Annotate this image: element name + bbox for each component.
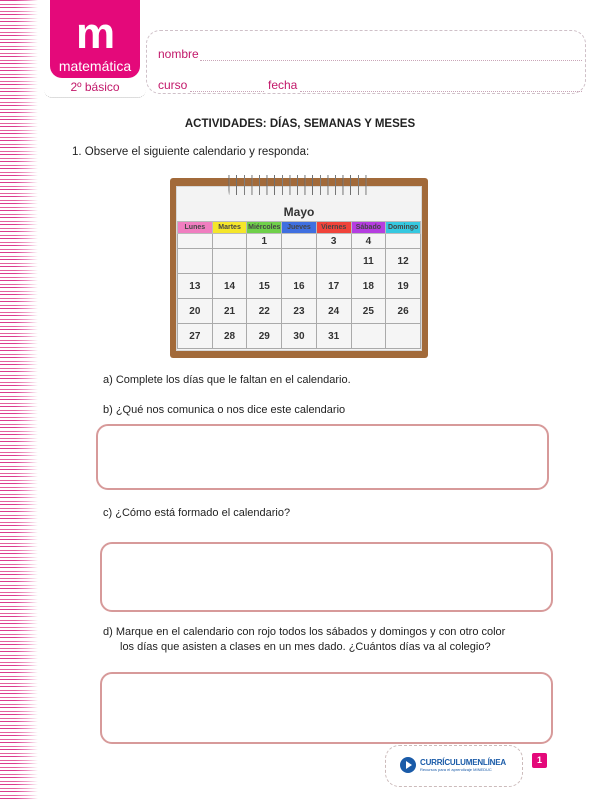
grade-label: 2º básico	[70, 80, 120, 94]
day-cell: 21	[212, 299, 247, 324]
day-cell: 13	[178, 274, 213, 299]
day-cell	[351, 324, 386, 349]
day-cell	[386, 324, 421, 349]
day-cell: 20	[178, 299, 213, 324]
brand-letter: m	[75, 9, 115, 58]
footer-logo-text: CURRÍCULUMENLÍNEA	[420, 758, 506, 767]
day-cell: 18	[351, 274, 386, 299]
day-cell	[247, 249, 282, 274]
brand-logo	[50, 0, 140, 78]
day-header: Miércoles	[247, 222, 282, 234]
calendar-grid	[177, 221, 421, 349]
day-cell: 14	[212, 274, 247, 299]
day-cell	[316, 249, 351, 274]
day-cell: 3	[316, 234, 351, 249]
day-cell: 24	[316, 299, 351, 324]
day-header: Lunes	[178, 222, 213, 234]
day-cell: 12	[386, 249, 421, 274]
day-cell: 22	[247, 299, 282, 324]
day-cell: 26	[386, 299, 421, 324]
day-cell: 1	[247, 234, 282, 249]
day-cell: 23	[282, 299, 317, 324]
curriculum-en-linea-logo[interactable]	[400, 757, 506, 773]
play-icon	[400, 757, 416, 773]
question-1: 1. Observe el siguiente calendario y responda:	[72, 146, 310, 158]
fecha-label: fecha	[268, 78, 298, 92]
day-header: Sábado	[351, 222, 386, 234]
calendar-paper	[176, 186, 422, 351]
day-cell	[212, 249, 247, 274]
curso-label: curso	[158, 78, 188, 92]
answer-box-d[interactable]	[100, 672, 553, 744]
day-cell	[178, 249, 213, 274]
day-cell: 27	[178, 324, 213, 349]
page-title: ACTIVIDADES: DÍAS, SEMANAS Y MESES	[184, 118, 416, 130]
brand-subject: matemática	[58, 58, 132, 74]
day-cell: 4	[351, 234, 386, 249]
week-row	[178, 274, 421, 299]
student-info-box	[146, 30, 586, 94]
day-cell	[178, 234, 213, 249]
subquestion-d-line2: los días que asisten a clases en un mes dado. ¿Cuántos días va al colegio?	[120, 641, 491, 653]
page-number: 1	[532, 753, 547, 768]
subquestion-a: a) Complete los días que le faltan en el calendario.	[103, 374, 351, 386]
subquestion-d-line1: d) Marque en el calendario con rojo todos los sábados y domingos y con otro color	[103, 626, 506, 638]
day-cell	[282, 234, 317, 249]
day-cell: 17	[316, 274, 351, 299]
day-cell: 30	[282, 324, 317, 349]
day-cell: 31	[316, 324, 351, 349]
day-cell: 28	[212, 324, 247, 349]
day-cell	[212, 234, 247, 249]
day-cell	[282, 249, 317, 274]
subquestion-c: c) ¿Cómo está formado el calendario?	[103, 507, 291, 519]
day-cell: 29	[247, 324, 282, 349]
calendar-image	[170, 178, 428, 358]
nombre-label: nombre	[158, 47, 199, 61]
week-row	[178, 299, 421, 324]
nombre-field[interactable]	[200, 60, 582, 61]
day-header: Martes	[212, 222, 247, 234]
day-header: Viernes	[316, 222, 351, 234]
day-cell	[386, 234, 421, 249]
calendar-month: Mayo	[283, 205, 315, 219]
day-header: Domingo	[386, 222, 421, 234]
day-header: Jueves	[282, 222, 317, 234]
day-cell: 25	[351, 299, 386, 324]
curso-field[interactable]	[190, 91, 264, 92]
week-row	[178, 234, 421, 249]
week-row	[178, 324, 421, 349]
day-cell: 11	[351, 249, 386, 274]
answer-box-b[interactable]	[96, 424, 549, 490]
subquestion-b: b) ¿Qué nos comunica o nos dice este calendario	[103, 404, 346, 416]
day-cell: 15	[247, 274, 282, 299]
answer-box-c[interactable]	[100, 542, 553, 612]
day-cell: 19	[386, 274, 421, 299]
week-row	[178, 249, 421, 274]
fecha-field[interactable]	[300, 91, 582, 92]
day-cell: 16	[282, 274, 317, 299]
spiral-rings-icon	[181, 175, 417, 195]
footer-logo-subtext: Recursos para el aprendizaje MINEDUC	[420, 767, 492, 772]
